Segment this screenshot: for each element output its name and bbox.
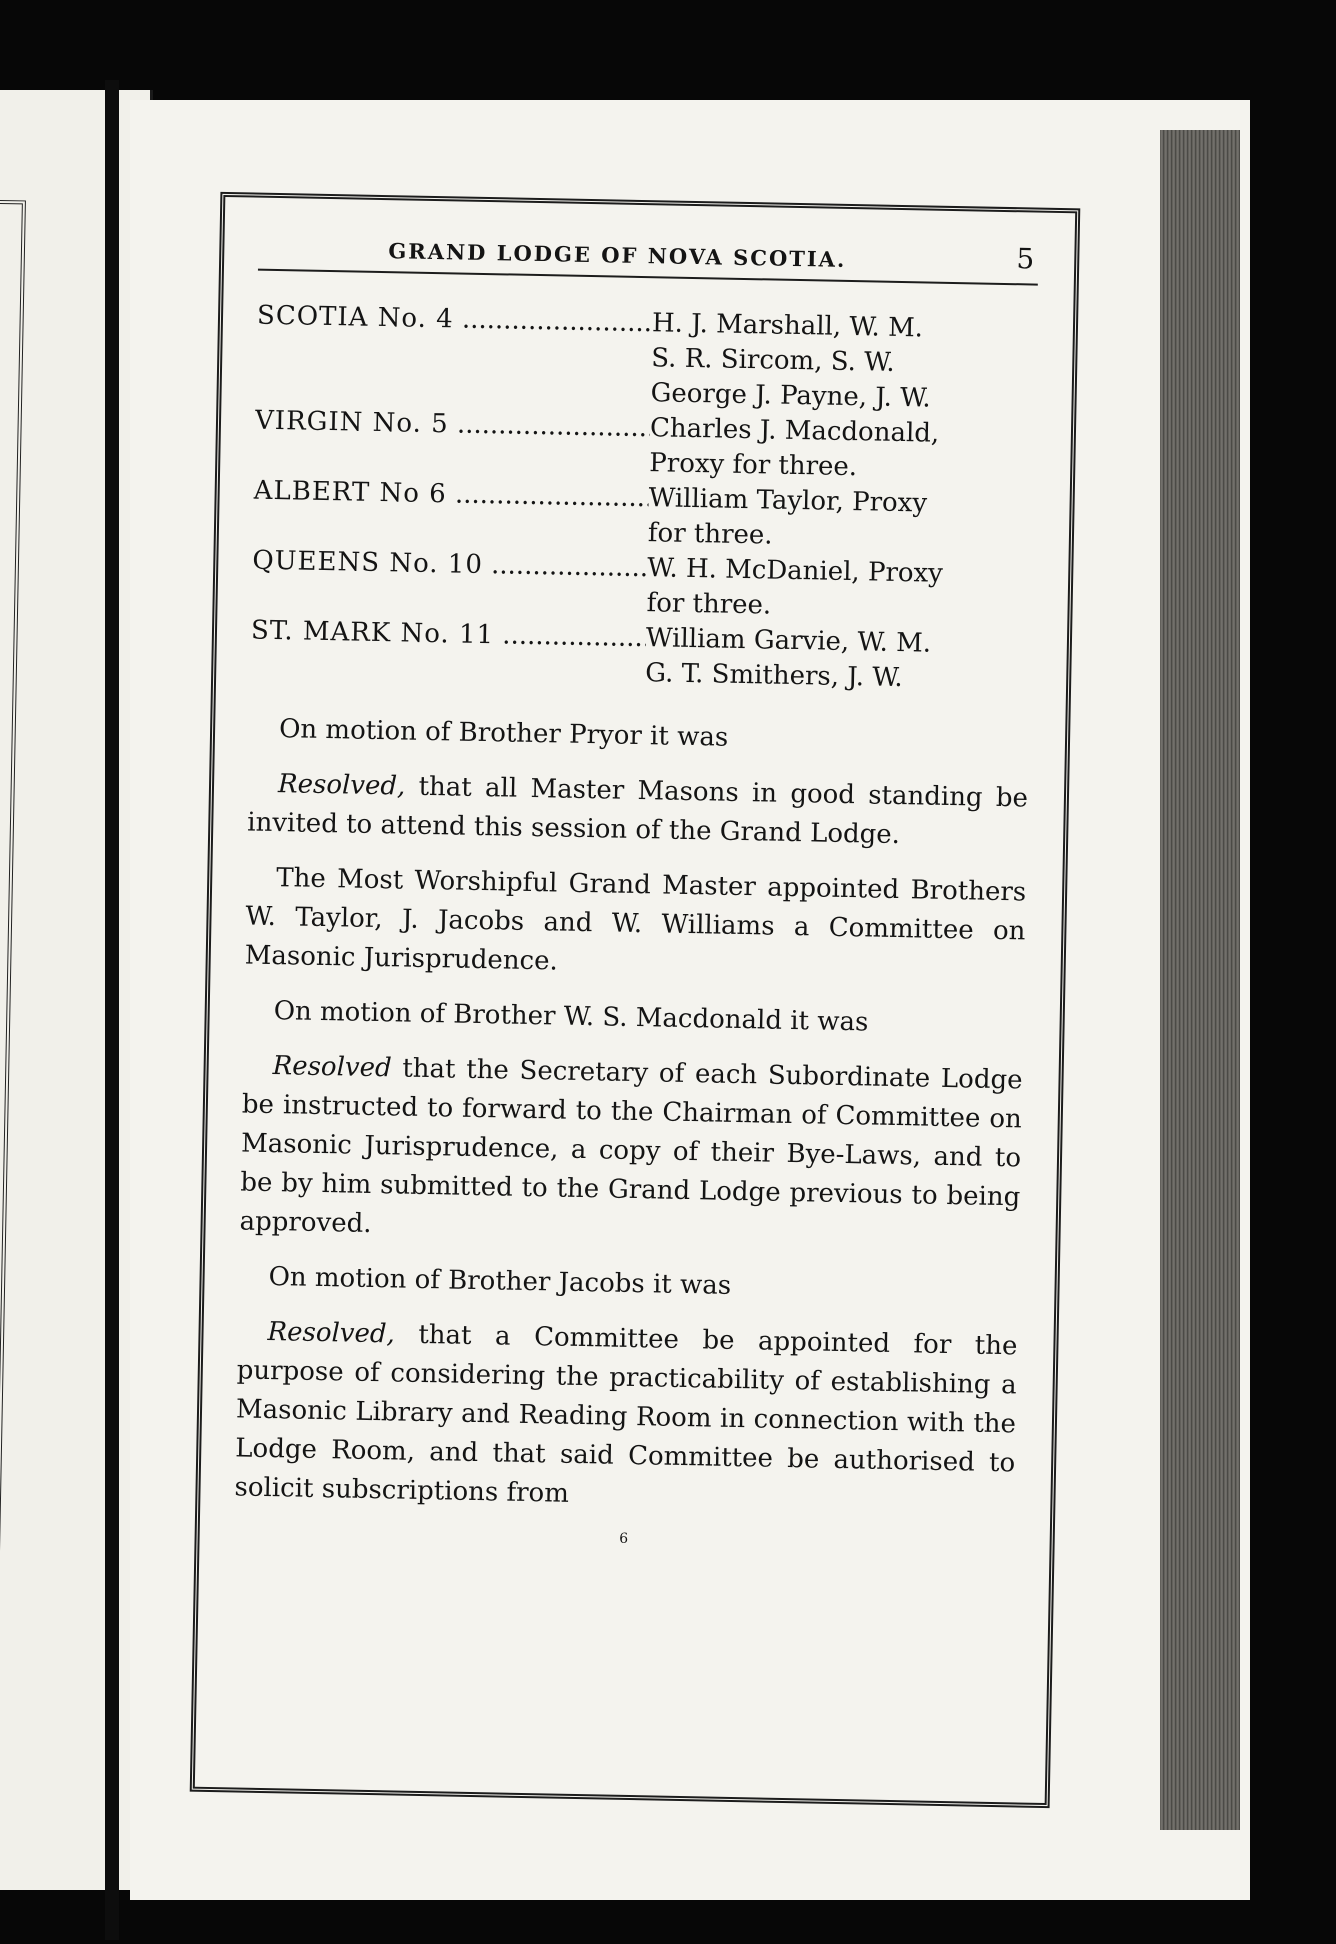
lodge-name: QUEENS No. 10 .....	[251, 544, 647, 622]
resolution-text: that all Master Masons in good standing be invited to attend this session of the Grand Lodge.	[247, 771, 1029, 851]
appointment-paragraph: The Most Worshipful Grand Master appointed Brothers W. Taylor, J. Jacobs and W. Williams a Committee on Masonic Jurisprudence.	[244, 863, 1027, 977]
page-number: 5	[1016, 242, 1035, 276]
page-content	[234, 228, 1039, 1555]
catchword: 6	[619, 1530, 629, 1547]
lodge-name: ST. MARK No. 11 .....	[250, 614, 646, 692]
representatives	[646, 551, 1032, 628]
lodge-name: SCOTIA No. 4 .....	[255, 299, 652, 412]
resolved-word: Resolved,	[277, 769, 406, 802]
page-header	[258, 228, 1039, 286]
left-page-border	[0, 200, 26, 1860]
running-head: GRAND LODGE OF NOVA SCOTIA.	[388, 238, 847, 272]
resolved-word: Resolved	[272, 1051, 392, 1084]
representative: W. H. McDaniel, Proxy	[647, 553, 944, 589]
resolution-paragraph	[247, 765, 1028, 858]
motion-line: On motion of Brother W. S. Macdonald it was	[273, 996, 869, 1038]
lodge-name: VIRGIN No. 5 .....	[254, 404, 650, 482]
motion-line: On motion of Brother Pryor it was	[278, 714, 729, 753]
resolution-paragraph	[234, 1312, 1018, 1522]
representative: H. J. Marshall, W. M.	[651, 308, 924, 344]
resolution-text: that a Committee be appointed for the purpose of considering the practicability of establishing a Masonic Library and Reading Room in connection with the Lodge Room, and that said Committee be authorised to solicit subscriptions from	[234, 1319, 1018, 1509]
representative: William Taylor, Proxy	[648, 483, 928, 519]
resolution-text: that the Secretary of each Subordinate Lodge be instructed to forward to the Chairman of Committee on Masonic Jurisprudence, a copy of their Bye-Laws, and to be by him submitted to the Grand Lodge previous to being approved.	[239, 1053, 1023, 1239]
representative: S. R. Sircom, S. W.	[651, 343, 895, 378]
representatives	[648, 481, 1034, 558]
representative: William Garvie, W. M.	[645, 623, 932, 659]
page-edges	[1160, 130, 1240, 1830]
representative: Proxy for three.	[649, 448, 858, 483]
roster-entry	[250, 614, 1031, 699]
resolved-word: Resolved,	[267, 1317, 396, 1350]
representative: for three.	[647, 518, 773, 551]
page-border-frame	[190, 192, 1081, 1808]
lodge-roster	[250, 299, 1037, 699]
representative: Charles J. Macdonald,	[649, 413, 940, 449]
lodge-name: ALBERT No 6 .....	[253, 474, 649, 552]
representative: George J. Payne, J. W.	[650, 378, 931, 414]
representatives	[649, 411, 1035, 488]
representative: G. T. Smithers, J. W.	[644, 658, 903, 694]
motion-line: On motion of Brother Jacobs it was	[268, 1262, 732, 1301]
book-gutter	[105, 80, 119, 1940]
representatives	[650, 306, 1037, 418]
roster-entry	[255, 299, 1037, 419]
representatives	[645, 621, 1031, 698]
resolution-paragraph	[239, 1046, 1023, 1256]
representative: for three.	[646, 588, 772, 621]
